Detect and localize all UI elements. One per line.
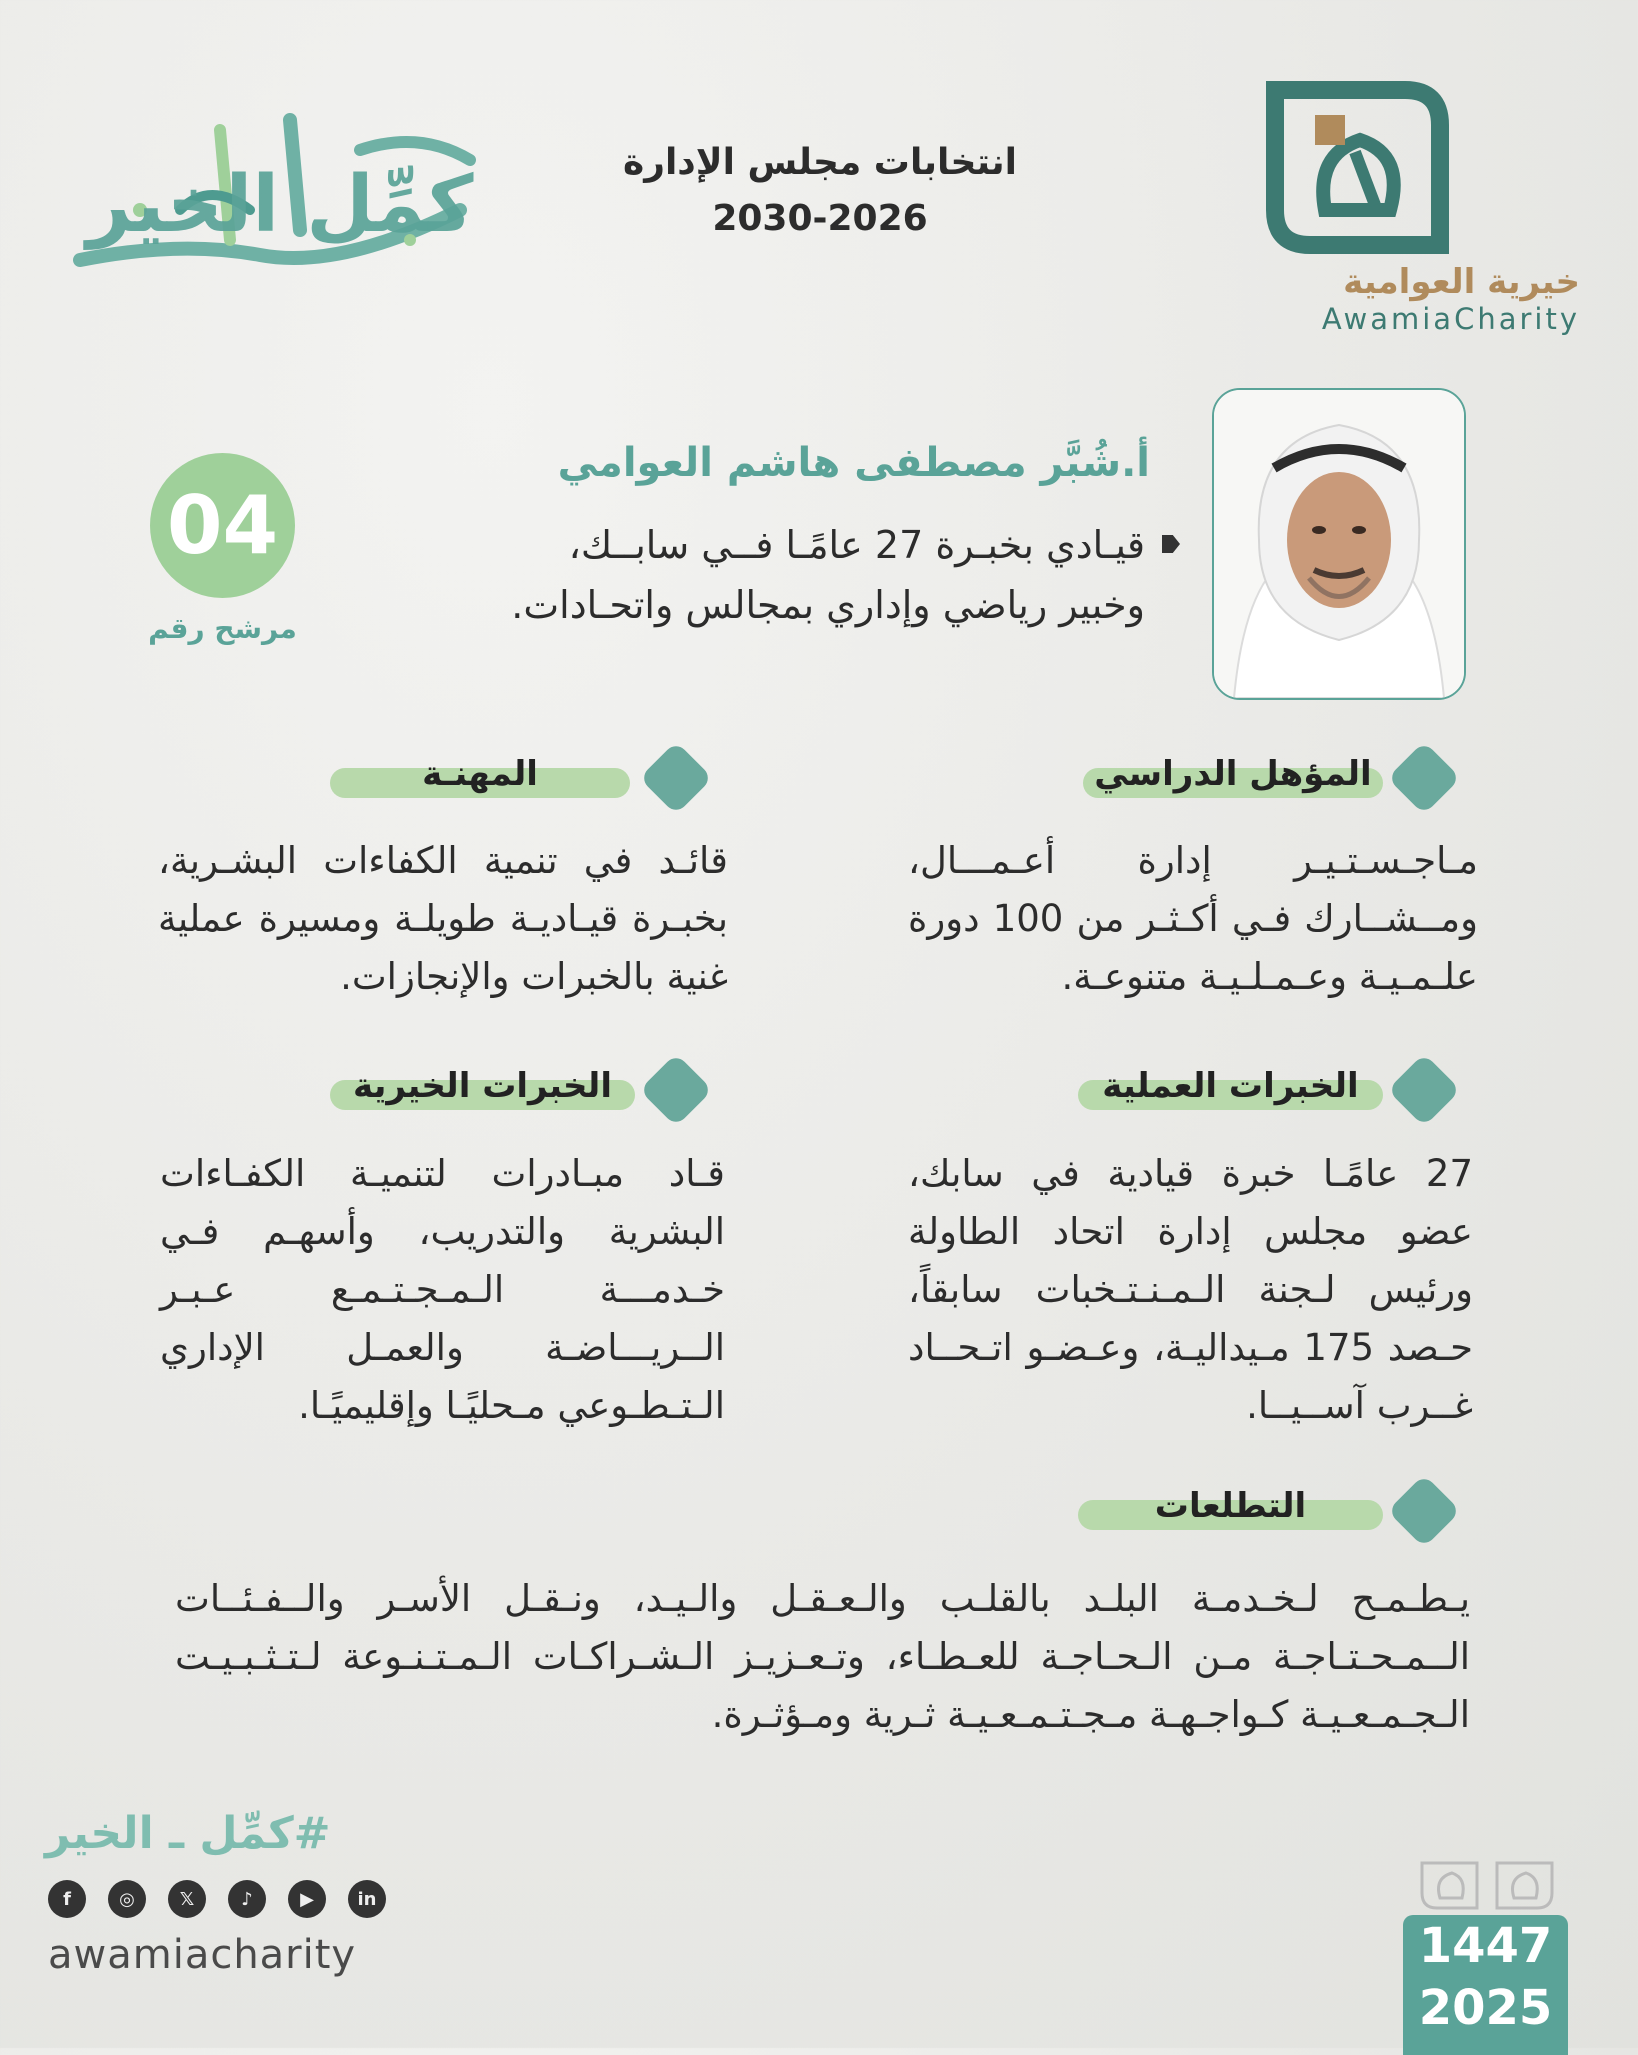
- profession-title: المهنـة: [422, 754, 538, 794]
- qualification-title: المؤهل الدراسي: [1094, 754, 1372, 794]
- charity-logo: [1255, 70, 1455, 270]
- practical-title: الخبرات العملية: [1102, 1066, 1359, 1106]
- social-icons: [48, 1880, 386, 1918]
- diamond-icon: [639, 1053, 713, 1127]
- facebook-icon[interactable]: f: [48, 1880, 86, 1918]
- social-handle: awamiacharity: [48, 1932, 357, 1978]
- profession-text: قائـد في تنمية الكفاءات البشـرية، بخبـرة قيـاديـة طويلـة ومسيرة عملية غنية بالخبرات والإنجازات.: [158, 839, 728, 998]
- candidate-photo: [1212, 388, 1466, 700]
- gregorian-year: 2025: [1418, 1980, 1553, 2036]
- candidate-number: 04: [166, 479, 279, 572]
- brand-name-arabic: خيرية العوامية: [1343, 262, 1580, 302]
- candidate-number-badge: [150, 453, 295, 598]
- slogan-logo: [60, 90, 500, 300]
- candidate-bio-line1: قيـادي بخبـرة 27 عامًـا فــي سابــك،: [568, 523, 1145, 567]
- year-badge: [1403, 1915, 1568, 2055]
- tiktok-icon[interactable]: ♪: [228, 1880, 266, 1918]
- youtube-icon[interactable]: ▶: [288, 1880, 326, 1918]
- brand-name-english: AwamiaCharity: [1321, 302, 1580, 336]
- slogan-text: كمِّل الخير: [86, 160, 474, 250]
- candidate-bio-line2: وخبير رياضي وإداري بمجالس واتحـادات.: [511, 583, 1145, 627]
- bullet-icon: [1162, 535, 1180, 553]
- diamond-icon: [1387, 741, 1461, 815]
- charity-heading: [330, 1066, 635, 1110]
- leaf-logo-icon: [1412, 1848, 1562, 1918]
- election-years: 2030-2026: [712, 198, 928, 239]
- diamond-icon: [639, 741, 713, 815]
- linkedin-icon[interactable]: in: [348, 1880, 386, 1918]
- diamond-icon: [1387, 1053, 1461, 1127]
- diamond-icon: [1387, 1474, 1461, 1548]
- hijri-year: 1447: [1418, 1918, 1553, 1974]
- instagram-icon[interactable]: ◎: [108, 1880, 146, 1918]
- candidate-number-label: مرشح رقم: [148, 612, 297, 645]
- aspirations-text: يـطـمـح لـخـدمـة البلـد بالقلـب والـعـقـل والـيـد، ونـقـل الأسـر والــفـئــات الــمـحـتـاجـة مـن الـحـاجـة للعـطـاء، وتـعـزيـز الـشـراكـات الـمـتـنـوعة لـتـثـبـيـت الـجـمـعـيـة كـواجـهـة مـجـتـمـعـيـة ثـرية ومـؤثـرة.: [175, 1577, 1470, 1736]
- practical-text: 27 عامًـا خبرة قيادية في سابك، عضو مجلس إدارة اتحاد الطاولة ورئيس لـجنة الـمـنـتـخبات سابقاً، حـصد 175 مـيداليـة، وعـضـو اتـحــاد غــرب آســيــا.: [908, 1152, 1474, 1427]
- candidate-name: أ.شُبَّر مصطفى هاشم العوامي: [557, 440, 1150, 486]
- x-icon[interactable]: 𝕏: [168, 1880, 206, 1918]
- qualification-text: مـاجـسـتـيـر إدارة أعـمـــال، ومــشــارك فـي أكـثـر من 100 دورة علـمـيـة وعـمـلـيـة متنوعـة.: [908, 839, 1478, 998]
- practical-heading: [1078, 1066, 1383, 1110]
- aspirations-heading: [1078, 1486, 1383, 1530]
- candidate-bio: [420, 515, 1145, 635]
- election-title: [560, 135, 1080, 247]
- election-title-text: انتخابات مجلس الإدارة: [622, 142, 1018, 183]
- charity-title: الخبرات الخيرية: [353, 1066, 612, 1106]
- hashtag: #كمِّل ـ الخير: [45, 1808, 331, 1859]
- charity-text: قـاد مبـادرات لتنميـة الكفـاءات البشرية والتدريب، وأسهـم فـي خـدمـــة الـمـجـتـمـع عـبـر الــريـــاضـة والعمـل الإداري الـتـطـوعي مـحليًـا وإقليميًـا.: [160, 1152, 725, 1427]
- profession-heading: [330, 754, 630, 798]
- aspirations-title: التطلعات: [1154, 1486, 1307, 1526]
- qualification-heading: [1083, 754, 1383, 798]
